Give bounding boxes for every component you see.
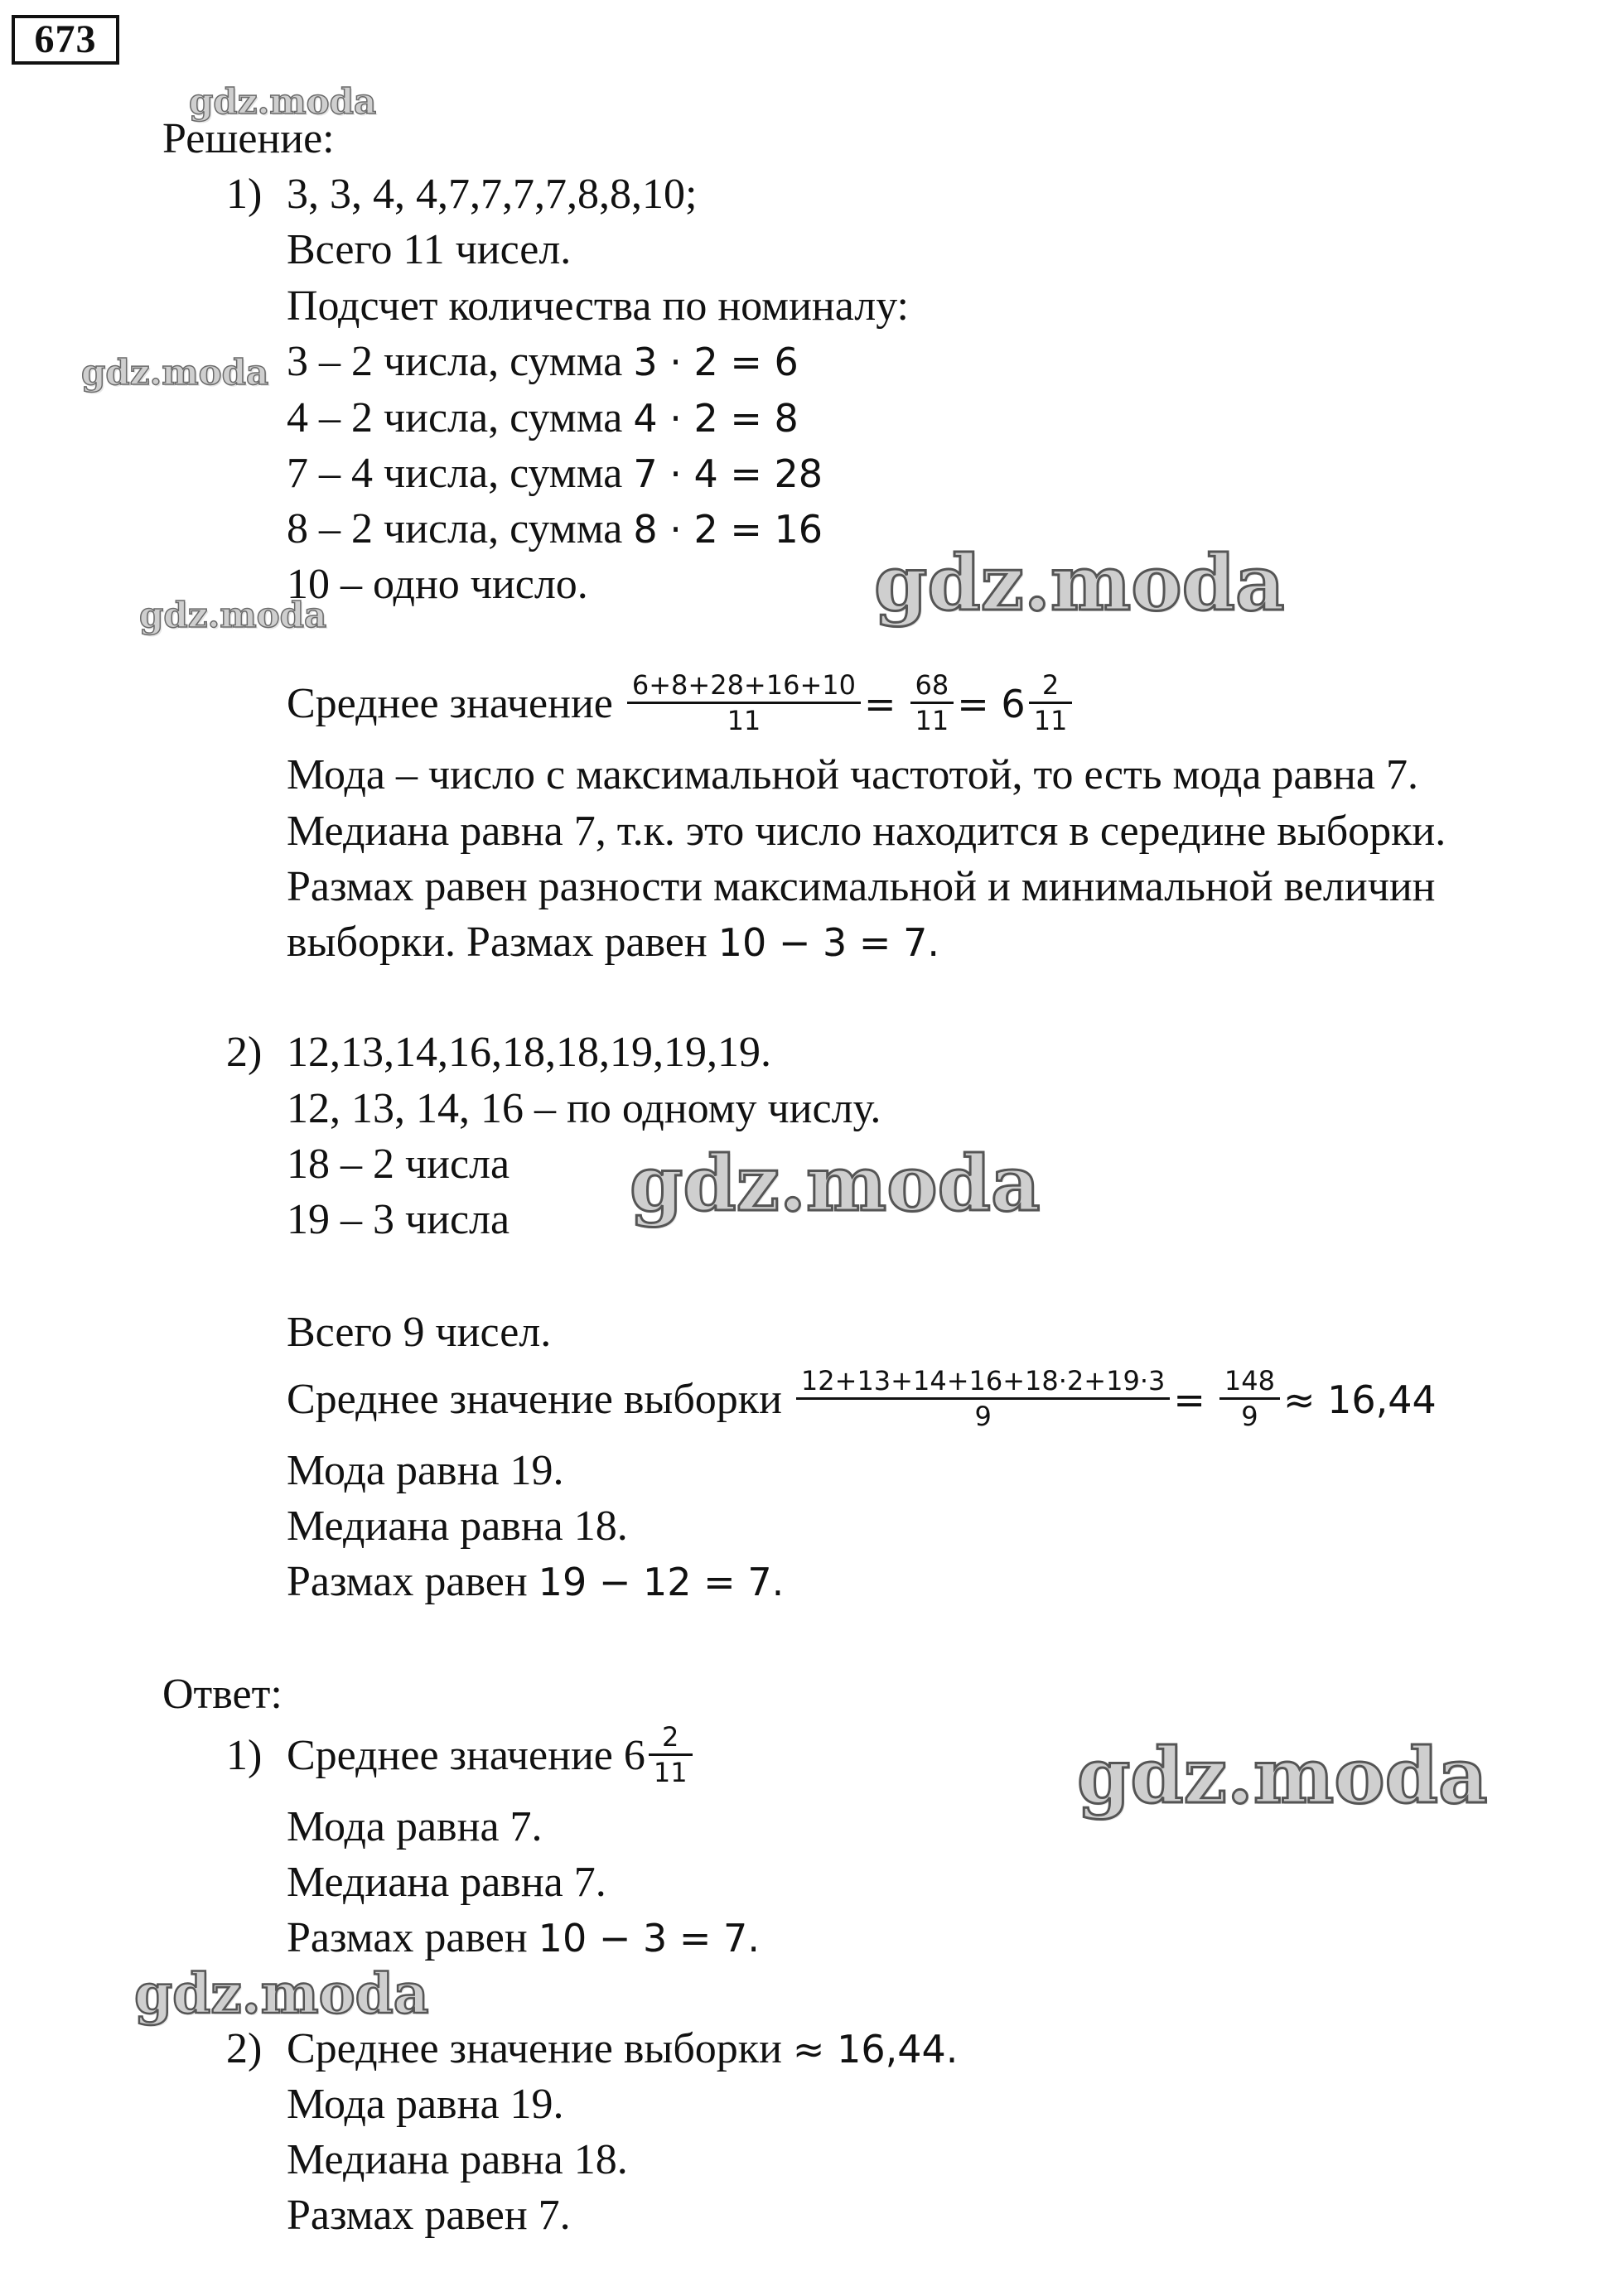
range-expr: 10 − 3 = 7.: [538, 1916, 760, 1961]
range-text: Размах равен: [287, 1558, 538, 1605]
part1-range-line1: Размах равен разности максимальной и минимальной величин: [287, 863, 1436, 910]
task-number: 673: [12, 15, 119, 65]
fraction-denominator: 11: [653, 1756, 688, 1788]
watermark: gdz.moda: [134, 1961, 429, 2026]
answer1-median: Медиана равна 7.: [287, 1859, 606, 1906]
watermark: gdz.moda: [189, 81, 377, 122]
mean-approx: ≈ 16,44: [1282, 1377, 1437, 1422]
mean-fraction: [627, 668, 861, 737]
answer2-range: Размах равен 7.: [287, 2192, 571, 2239]
count-text: 7 – 4 числа, сумма: [287, 450, 634, 497]
count-text: 4 – 2 числа, сумма: [287, 394, 634, 441]
watermark: gdz.moda: [1077, 1731, 1488, 1821]
fraction-numerator: 12+13+14+16+18·2+19·3: [796, 1364, 1170, 1400]
mean-label: Среднее значение: [287, 680, 613, 727]
answer-mean-expr: ≈ 16,44.: [792, 2027, 959, 2072]
count-text: 3 – 2 числа, сумма: [287, 338, 634, 385]
part1-count-row: [287, 393, 799, 443]
equals-sign: =: [1173, 1377, 1205, 1422]
count-text: 8 – 2 числа, сумма: [287, 505, 634, 552]
part2-range: [287, 1557, 784, 1607]
answer1-range: [287, 1913, 760, 1963]
mean-label: Среднее значение выборки: [287, 1376, 782, 1423]
part2-median: Медиана равна 18.: [287, 1503, 628, 1550]
count-text: 10 – одно число.: [287, 561, 588, 608]
fraction-numerator: 6+8+28+16+10: [627, 668, 861, 704]
part1-sample: 3, 3, 4, 4,7,7,7,7,8,8,10;: [287, 171, 698, 218]
part1-count-intro: Подсчет количества по номиналу:: [287, 282, 909, 330]
part1-count-row: [287, 449, 823, 499]
answer1-mode: Мода равна 7.: [287, 1803, 543, 1850]
fraction-denominator: 11: [1033, 704, 1068, 736]
part1-count-row: [287, 337, 799, 387]
part2-mode: Мода равна 19.: [287, 1447, 564, 1494]
part1-total: Всего 11 чисел.: [287, 226, 572, 273]
part1-mode: Мода – число с максимальной частотой, то есть мода равна 7.: [287, 751, 1418, 798]
fraction-numerator: 148: [1219, 1364, 1280, 1400]
range-text: выборки. Размах равен: [287, 919, 718, 966]
part1-range-line2: [287, 918, 939, 967]
range-expr: 19 − 12 = 7.: [538, 1560, 785, 1604]
count-expr: 8 · 2 = 16: [633, 507, 823, 552]
watermark: gdz.moda: [139, 595, 327, 635]
answer2-marker: 2): [226, 2025, 263, 2072]
part2-marker: 2): [226, 1029, 263, 1076]
part2-total: Всего 9 чисел.: [287, 1309, 552, 1356]
answer2-mode: Мода равна 19.: [287, 2081, 564, 2128]
part1-count-row: [287, 504, 823, 554]
answer2-mean: [287, 2024, 958, 2074]
answer1-mean: [287, 1720, 696, 1794]
fraction-numerator: 2: [1029, 668, 1073, 704]
mean-whole-part: = 6: [957, 682, 1026, 726]
count-expr: 3 · 2 = 6: [633, 340, 799, 384]
mean-fraction: [796, 1364, 1170, 1433]
count-expr: 7 · 4 = 28: [633, 451, 823, 496]
part2-sample: 12,13,14,16,18,18,19,19,19.: [287, 1029, 771, 1076]
equals-sign: =: [863, 682, 896, 726]
part2-count-row: 12, 13, 14, 16 – по одному числу.: [287, 1085, 881, 1132]
range-expr: 10 − 3 = 7.: [717, 920, 939, 965]
watermark: gdz.moda: [81, 352, 269, 393]
solution-heading: Решение:: [162, 115, 335, 162]
part2-count-row: 18 – 2 числа: [287, 1141, 510, 1188]
fraction-denominator: 9: [974, 1400, 992, 1432]
answer-mean-fraction: [649, 1720, 693, 1789]
answer1-marker: 1): [226, 1732, 263, 1779]
fraction-numerator: 2: [649, 1720, 693, 1756]
part1-count-row: [287, 560, 588, 610]
mean-mid-fraction: [910, 668, 954, 737]
part1-marker: 1): [226, 171, 263, 218]
fraction-denominator: 11: [727, 704, 761, 736]
count-expr: 4 · 2 = 8: [633, 396, 799, 441]
answer-heading: Ответ:: [162, 1671, 283, 1718]
part1-median: Медиана равна 7, т.к. это число находится в середине выборки.: [287, 808, 1446, 855]
range-text: Размах равен: [287, 1914, 538, 1961]
watermark: gdz.moda: [630, 1139, 1041, 1228]
fraction-denominator: 11: [915, 704, 949, 736]
mean-mid-fraction: [1219, 1364, 1280, 1433]
part2-mean-formula: [287, 1358, 1437, 1441]
answer-mean-text: Среднее значение выборки: [287, 2025, 793, 2072]
part1-mean-formula: [287, 663, 1075, 745]
answer2-median: Медиана равна 18.: [287, 2136, 628, 2183]
part2-count-row: 19 – 3 числа: [287, 1196, 510, 1243]
answer-mean-text: Среднее значение 6: [287, 1732, 645, 1779]
fraction-numerator: 68: [910, 668, 954, 704]
fraction-denominator: 9: [1241, 1400, 1258, 1432]
mean-result-fraction: [1029, 668, 1073, 737]
watermark: gdz.moda: [874, 538, 1285, 628]
